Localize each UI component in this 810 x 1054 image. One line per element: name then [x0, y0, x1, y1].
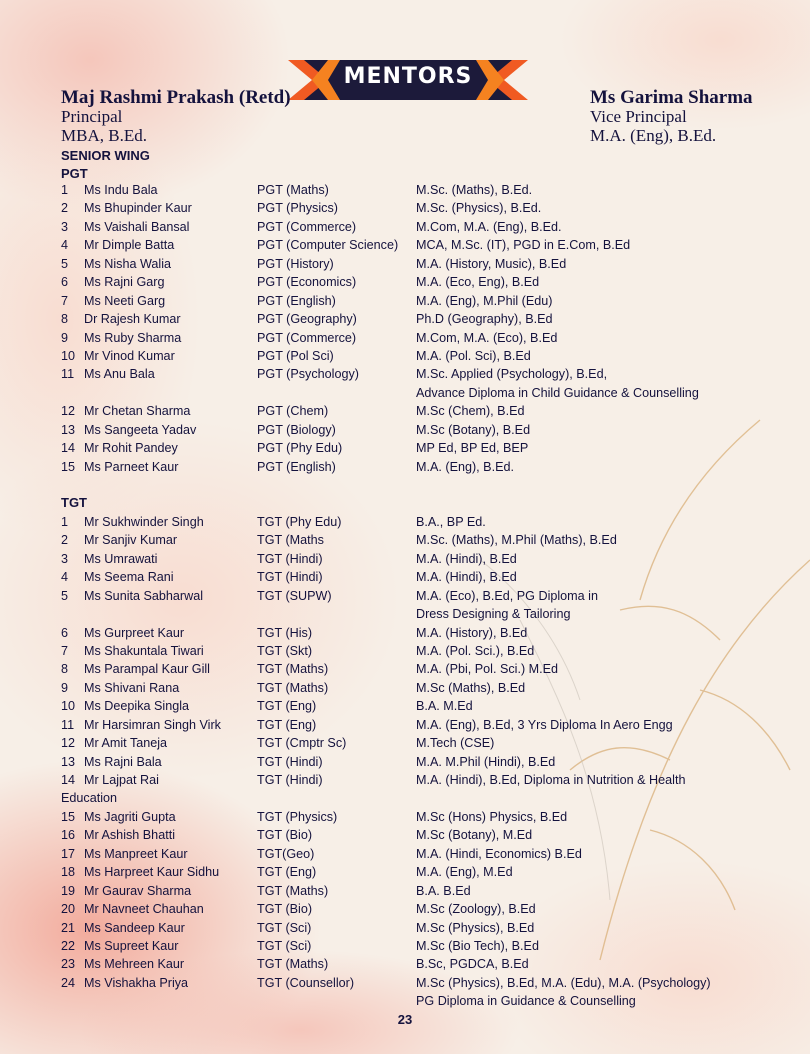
staff-post: TGT (Eng)	[257, 865, 317, 880]
principal-name: Maj Rashmi Prakash (Retd)	[61, 87, 291, 108]
list-item	[61, 882, 781, 900]
staff-name: Dr Rajesh Kumar	[84, 312, 181, 327]
staff-post: TGT (SUPW)	[257, 588, 332, 603]
serial-number: 11	[61, 367, 75, 382]
pgt-heading: PGT	[61, 166, 88, 181]
serial-number: 10	[61, 348, 76, 363]
staff-qualification: M.A. (Eng), B.Ed.	[416, 459, 514, 474]
serial-number: 7	[61, 643, 69, 658]
staff-name: Mr Rohit Pandey	[84, 441, 178, 456]
staff-name: Mr Gaurav Sharma	[84, 883, 192, 898]
staff-qualification: M.Sc. Applied (Psychology), B.Ed,	[416, 367, 608, 382]
list-item	[61, 218, 781, 236]
principal-quals: MBA, B.Ed.	[61, 126, 147, 145]
list-item	[61, 845, 781, 863]
staff-qualification: M.Sc (Chem), B.Ed	[416, 404, 525, 419]
staff-post: TGT (Maths)	[257, 883, 329, 898]
staff-post: TGT(Geo)	[257, 846, 315, 861]
staff-post: PGT (Phy Edu)	[257, 441, 343, 456]
serial-number: 9	[61, 330, 69, 345]
staff-name: Ms Rajni Garg	[84, 275, 165, 290]
staff-qualification: M.A. (Pol. Sci.), B.Ed	[416, 643, 535, 658]
staff-qualification: M.A. (Hindi), B.Ed	[416, 551, 517, 566]
list-item	[61, 697, 781, 715]
staff-qualification: M.Sc (Maths), B.Ed	[416, 680, 526, 695]
serial-number: 12	[61, 404, 76, 419]
staff-post: PGT (Commerce)	[257, 219, 357, 234]
section-gap	[61, 476, 781, 494]
list-item	[61, 624, 781, 642]
staff-post: PGT (Economics)	[257, 275, 357, 290]
staff-qualification: M.Sc (Zoology), B.Ed	[416, 902, 536, 917]
staff-qualification: Advance Diploma in Child Guidance & Counselling	[416, 385, 699, 400]
wrapped-text: Education	[61, 791, 118, 806]
staff-name: Mr Navneet Chauhan	[84, 902, 204, 917]
staff-post: PGT (Biology)	[257, 422, 336, 437]
staff-qualification: M.Sc (Physics), B.Ed, M.A. (Edu), M.A. (Psychology)	[416, 975, 711, 990]
staff-name: Ms Rajni Bala	[84, 754, 162, 769]
staff-post: TGT (Hindi)	[257, 754, 323, 769]
serial-number: 8	[61, 662, 69, 677]
staff-name: Mr Ashish Bhatti	[84, 828, 175, 843]
list-item	[61, 992, 781, 1010]
serial-number: 4	[61, 570, 69, 585]
staff-post: TGT (Maths)	[257, 957, 329, 972]
staff-name: Ms Indu Bala	[84, 183, 158, 197]
list-item	[61, 587, 781, 605]
staff-post: TGT (Sci)	[257, 920, 312, 935]
staff-name: Ms Jagriti Gupta	[84, 809, 176, 824]
list-item	[61, 402, 781, 420]
staff-qualification: B.Sc, PGDCA, B.Ed	[416, 957, 529, 972]
staff-qualification: M.Sc. (Maths), B.Ed.	[416, 183, 533, 197]
serial-number: 2	[61, 533, 69, 548]
list-item	[61, 919, 781, 937]
staff-post: TGT (Hindi)	[257, 570, 323, 585]
list-item	[61, 734, 781, 752]
vice-principal-name: Ms Garima Sharma	[590, 87, 753, 108]
staff-post: TGT (Bio)	[257, 828, 313, 843]
serial-number: 7	[61, 293, 69, 308]
staff-name: Ms Sunita Sabharwal	[84, 588, 204, 603]
staff-post: TGT (Cmptr Sc)	[257, 736, 347, 751]
list-item	[61, 789, 781, 807]
staff-name: Ms Parneet Kaur	[84, 459, 179, 474]
staff-post: TGT (Maths)	[257, 680, 329, 695]
staff-post: PGT (Pol Sci)	[257, 348, 334, 363]
staff-post: TGT (Sci)	[257, 938, 312, 953]
serial-number: 11	[61, 717, 75, 732]
banner-title: MENTORS	[343, 64, 473, 89]
staff-qualification: M.Com, M.A. (Eco), B.Ed	[416, 330, 558, 345]
staff-name: Ms Manpreet Kaur	[84, 846, 188, 861]
staff-qualification: M.Tech (CSE)	[416, 736, 495, 751]
staff-post: PGT (History)	[257, 256, 334, 271]
list-item	[61, 808, 781, 826]
list-item	[61, 458, 781, 476]
staff-post: PGT (Maths)	[257, 183, 329, 197]
list-item	[61, 826, 781, 844]
serial-number: 9	[61, 680, 69, 695]
staff-post: TGT (Bio)	[257, 902, 313, 917]
staff-post: PGT (Chem)	[257, 404, 329, 419]
staff-list	[61, 181, 781, 1011]
staff-qualification: M.A. (Eng), B.Ed, 3 Yrs Diploma In Aero Engg	[416, 717, 673, 732]
list-item	[61, 679, 781, 697]
list-item	[61, 642, 781, 660]
staff-post: PGT (English)	[257, 293, 336, 308]
vice-principal-role: Vice Principal	[590, 107, 687, 126]
staff-qualification: M.A. M.Phil (Hindi), B.Ed	[416, 754, 556, 769]
serial-number: 21	[61, 920, 76, 935]
serial-number: 19	[61, 883, 76, 898]
serial-number: 5	[61, 256, 69, 271]
tgt-heading: TGT	[61, 495, 87, 511]
serial-number: 14	[61, 773, 76, 787]
list-item	[61, 199, 781, 217]
list-item	[61, 937, 781, 955]
staff-name: Ms Neeti Garg	[84, 293, 166, 308]
list-item	[61, 605, 781, 623]
staff-name: Ms Deepika Singla	[84, 699, 189, 714]
list-item	[61, 384, 781, 402]
serial-number: 12	[61, 736, 76, 751]
staff-name: Ms Mehreen Kaur	[84, 957, 185, 972]
staff-name: Ms Sandeep Kaur	[84, 920, 185, 935]
serial-number: 2	[61, 201, 69, 216]
list-item	[61, 365, 781, 383]
staff-qualification: MP Ed, BP Ed, BEP	[416, 441, 529, 456]
staff-name: Ms Harpreet Kaur Sidhu	[84, 865, 220, 880]
staff-post: TGT (Skt)	[257, 643, 313, 658]
staff-qualification: M.A. (Hindi), B.Ed, Diploma in Nutrition & Health	[416, 773, 686, 787]
page-number: 23	[397, 1012, 413, 1027]
serial-number: 1	[61, 514, 69, 529]
staff-qualification: M.Com, M.A. (Eng), B.Ed.	[416, 219, 562, 234]
staff-post: PGT (Geography)	[257, 312, 357, 327]
list-item	[61, 900, 781, 918]
staff-name: Mr Dimple Batta	[84, 238, 175, 253]
list-item	[61, 863, 781, 881]
staff-qualification: M.A. (Pol. Sci), B.Ed	[416, 348, 531, 363]
staff-qualification: M.Sc (Botany), B.Ed	[416, 422, 531, 437]
staff-name: Mr Sukhwinder Singh	[84, 514, 204, 529]
staff-name: Ms Shivani Rana	[84, 680, 180, 695]
staff-name: Ms Vishakha Priya	[84, 975, 189, 990]
wing-heading: SENIOR WING	[61, 148, 150, 163]
staff-name: Mr Harsimran Singh Virk	[84, 717, 221, 732]
staff-post: TGT (Maths	[257, 533, 324, 548]
staff-name: Ms Anu Bala	[84, 367, 155, 382]
staff-name: Ms Vaishali Bansal	[84, 219, 190, 234]
staff-qualification: M.A. (Pbi, Pol. Sci.) M.Ed	[416, 662, 559, 677]
list-item	[61, 421, 781, 439]
serial-number: 13	[61, 422, 76, 437]
staff-name: Mr Amit Taneja	[84, 736, 168, 751]
staff-qualification: M.Sc (Physics), B.Ed	[416, 920, 535, 935]
serial-number: 3	[61, 551, 69, 566]
principal-block	[61, 88, 291, 145]
serial-number: 1	[61, 183, 69, 197]
staff-qualification: B.A. M.Ed	[416, 699, 473, 714]
staff-qualification: M.Sc (Botany), M.Ed	[416, 828, 533, 843]
serial-number: 24	[61, 975, 76, 990]
serial-number: 15	[61, 809, 76, 824]
serial-number: 18	[61, 865, 76, 880]
staff-qualification: M.A. (Hindi), B.Ed	[416, 570, 517, 585]
staff-name: Ms Parampal Kaur Gill	[84, 662, 210, 677]
list-item	[61, 181, 781, 199]
staff-name: Ms Bhupinder Kaur	[84, 201, 192, 216]
staff-qualification: M.A. (Eco, Eng), B.Ed	[416, 275, 540, 290]
list-item	[61, 568, 781, 586]
staff-name: Mr Sanjiv Kumar	[84, 533, 178, 548]
serial-number: 6	[61, 275, 69, 290]
staff-post: PGT (Psychology)	[257, 367, 359, 382]
serial-number: 6	[61, 625, 69, 640]
staff-qualification: M.A. (Eng), M.Phil (Edu)	[416, 293, 553, 308]
list-item	[61, 660, 781, 678]
staff-post: TGT (Phy Edu)	[257, 514, 342, 529]
serial-number: 4	[61, 238, 69, 253]
staff-qualification: M.Sc. (Maths), M.Phil (Maths), B.Ed	[416, 533, 617, 548]
staff-name: Ms Shakuntala Tiwari	[84, 643, 204, 658]
staff-qualification: Ph.D (Geography), B.Ed	[416, 312, 553, 327]
staff-name: Ms Ruby Sharma	[84, 330, 182, 345]
staff-qualification: Dress Designing & Tailoring	[416, 607, 571, 622]
staff-qualification: M.A. (Hindi, Economics) B.Ed	[416, 846, 582, 861]
list-item	[61, 753, 781, 771]
staff-qualification: M.Sc. (Physics), B.Ed.	[416, 201, 542, 216]
staff-post: TGT (Hindi)	[257, 773, 323, 787]
staff-post: TGT (Eng)	[257, 699, 317, 714]
staff-name: Ms Nisha Walia	[84, 256, 172, 271]
staff-name: Ms Gurpreet Kaur	[84, 625, 185, 640]
staff-post: TGT (Maths)	[257, 662, 329, 677]
vice-principal-block	[590, 88, 753, 145]
staff-post: TGT (Hindi)	[257, 551, 323, 566]
serial-number: 20	[61, 902, 76, 917]
staff-name: Ms Seema Rani	[84, 570, 174, 585]
staff-qualification: M.A. (Eng), M.Ed	[416, 865, 513, 880]
list-item	[61, 974, 781, 992]
staff-qualification: M.Sc (Bio Tech), B.Ed	[416, 938, 539, 953]
serial-number: 22	[61, 938, 76, 953]
serial-number: 17	[61, 846, 76, 861]
staff-name: Ms Supreet Kaur	[84, 938, 179, 953]
list-item	[61, 347, 781, 365]
serial-number: 14	[61, 441, 76, 456]
list-item	[61, 716, 781, 734]
list-item	[61, 955, 781, 973]
serial-number: 3	[61, 219, 69, 234]
list-item	[61, 329, 781, 347]
list-item	[61, 771, 781, 789]
staff-post: PGT (Physics)	[257, 201, 338, 216]
staff-qualification: M.A. (Eco), B.Ed, PG Diploma in	[416, 588, 598, 603]
list-item	[61, 255, 781, 273]
staff-post: PGT (English)	[257, 459, 336, 474]
staff-qualification: B.A. B.Ed	[416, 883, 471, 898]
staff-qualification: M.A. (History), B.Ed	[416, 625, 528, 640]
mentors-banner	[288, 58, 528, 102]
vice-principal-quals: M.A. (Eng), B.Ed.	[590, 126, 717, 145]
staff-name: Mr Lajpat Rai	[84, 773, 159, 787]
serial-number: 8	[61, 312, 69, 327]
list-item	[61, 439, 781, 457]
staff-qualification: PG Diploma in Guidance & Counselling	[416, 994, 636, 1009]
serial-number: 23	[61, 957, 76, 972]
staff-post: PGT (Computer Science)	[257, 238, 399, 253]
staff-name: Mr Chetan Sharma	[84, 404, 191, 419]
principal-role: Principal	[61, 107, 123, 126]
staff-qualification: MCA, M.Sc. (IT), PGD in E.Com, B.Ed	[416, 238, 631, 253]
staff-qualification: B.A., BP Ed.	[416, 514, 486, 529]
list-item	[61, 513, 781, 531]
staff-qualification: M.Sc (Hons) Physics, B.Ed	[416, 809, 568, 824]
staff-post: PGT (Commerce)	[257, 330, 357, 345]
staff-post: TGT (His)	[257, 625, 313, 640]
staff-post: TGT (Physics)	[257, 809, 338, 824]
list-item	[61, 236, 781, 254]
staff-name: Mr Vinod Kumar	[84, 348, 175, 363]
list-item	[61, 531, 781, 549]
serial-number: 13	[61, 754, 76, 769]
staff-post: TGT (Eng)	[257, 717, 317, 732]
list-item	[61, 310, 781, 328]
staff-post: TGT (Counsellor)	[257, 975, 355, 990]
list-item	[61, 550, 781, 568]
staff-qualification: M.A. (History, Music), B.Ed	[416, 256, 567, 271]
serial-number: 5	[61, 588, 69, 603]
list-item	[61, 292, 781, 310]
serial-number: 15	[61, 459, 76, 474]
list-item	[61, 273, 781, 291]
serial-number: 10	[61, 699, 76, 714]
staff-name: Ms Sangeeta Yadav	[84, 422, 197, 437]
staff-name: Ms Umrawati	[84, 551, 158, 566]
serial-number: 16	[61, 828, 76, 843]
